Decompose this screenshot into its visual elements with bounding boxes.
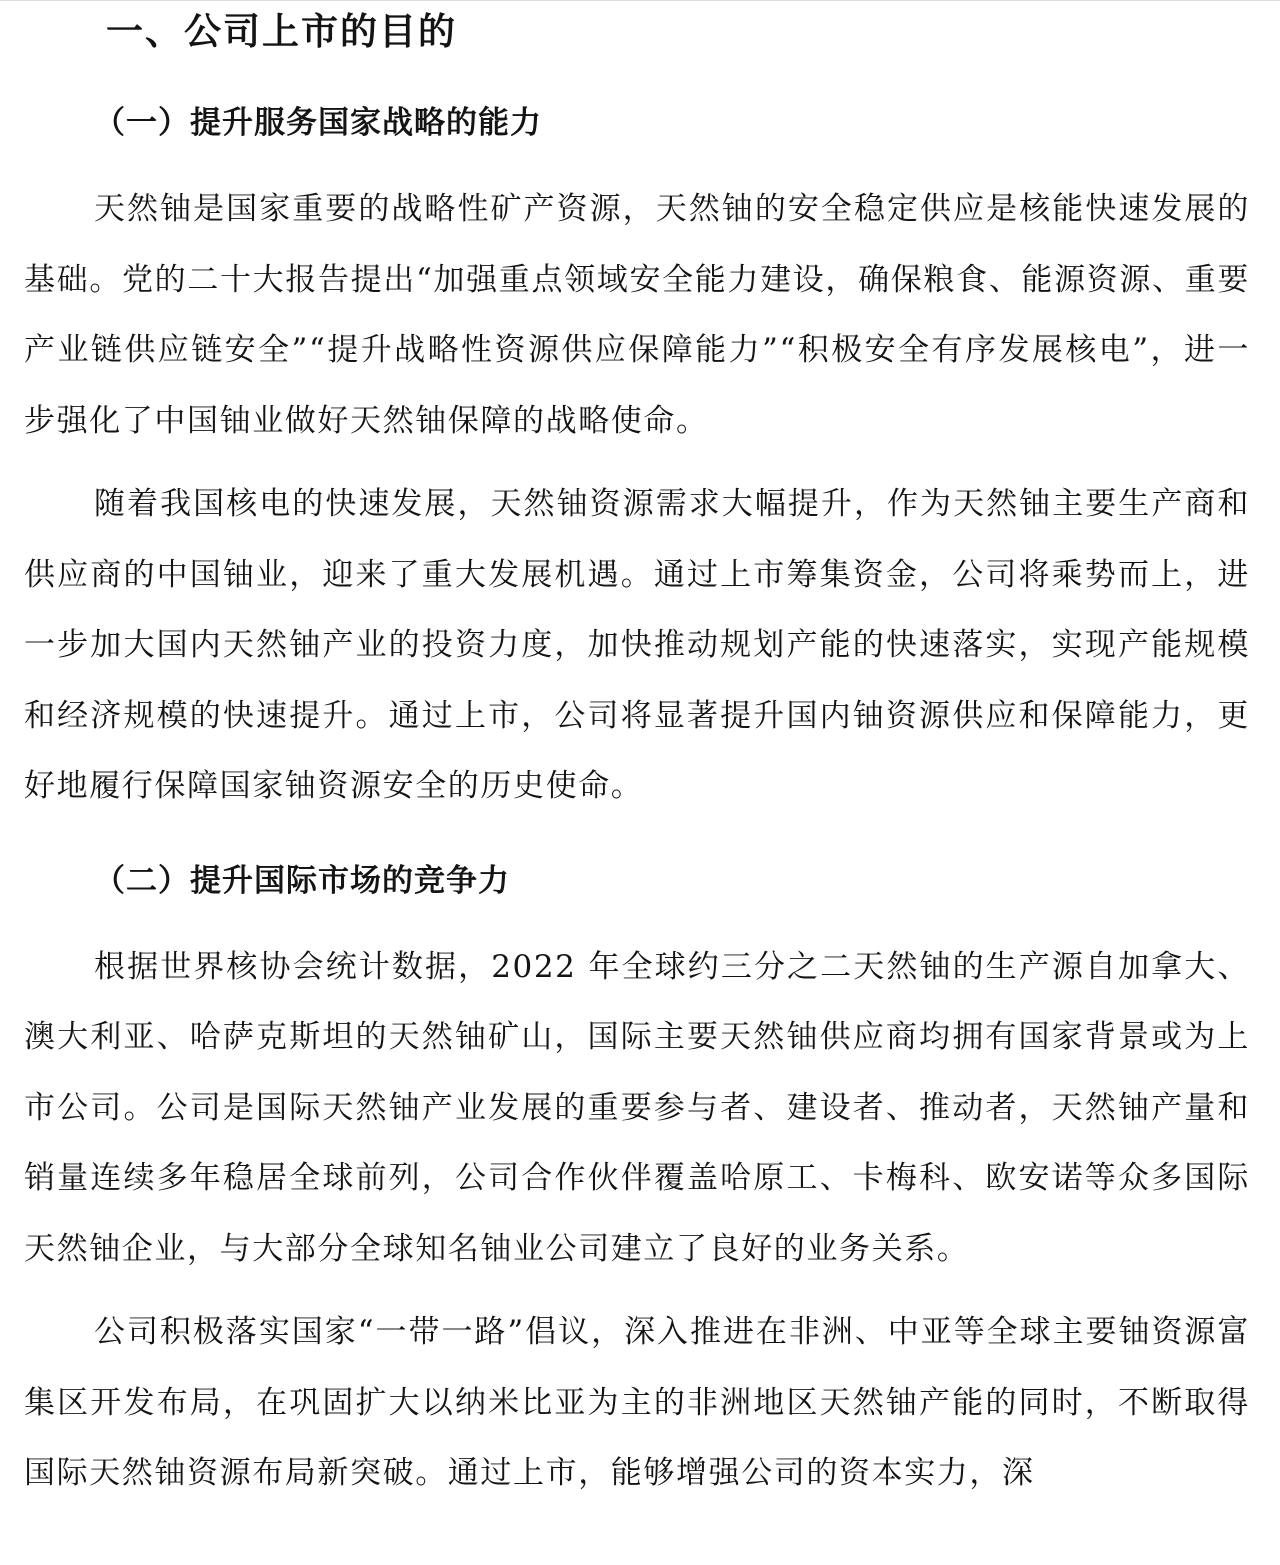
paragraph: 根据世界核协会统计数据，2022 年全球约三分之二天然铀的生产源自加拿大、澳大利亚、哈萨克斯坦的天然铀矿山，国际主要天然铀供应商均拥有国家背景或为上市公司。公司是国际天然铀产业发展的重要参与者、建设者、推动者，天然铀产量和销量连续多年稳居全球前列，公司合作伙伴覆盖哈原工、卡梅科、欧安诺等众多国际天然铀企业，与大部分全球知名铀业公司建立了良好的业务关系。 [24,948,1250,1267]
subsection-heading-1: （一）提升服务国家战略的能力 [94,105,542,141]
section-title: 一、公司上市的目的 [106,10,457,53]
paragraph: 天然铀是国家重要的战略性矿产资源，天然铀的安全稳定供应是核能快速发展的基础。党的二十大报告提出“加强重点领域安全能力建设，确保粮食、能源资源、重要产业链供应链安全”“提升战略性资源供应保障能力”“积极安全有序发展核电”，进一步强化了中国铀业做好天然铀保障的战略使命。 [24,191,1250,439]
subsection-heading-2: （二）提升国际市场的竞争力 [94,862,510,899]
paragraph: 随着我国核电的快速发展，天然铀资源需求大幅提升，作为天然铀主要生产商和供应商的中国铀业，迎来了重大发展机遇。通过上市筹集资金，公司将乘势而上，进一步加大国内天然铀产业的投资力度，加快推动规划产能的快速落实，实现产能规模和经济规模的快速提升。通过上市，公司将显著提升国内铀资源供应和保障能力，更好地履行保障国家铀资源安全的历史使命。 [24,486,1250,804]
document-body [24,0,1250,1509]
paragraph: 公司积极落实国家“一带一路”倡议，深入推进在非洲、中亚等全球主要铀资源富集区开发布局，在巩固扩大以纳米比亚为主的非洲地区天然铀产能的同时，不断取得国际天然铀资源布局新突破。通过上市，能够增强公司的资本实力，深 [24,1314,1250,1491]
